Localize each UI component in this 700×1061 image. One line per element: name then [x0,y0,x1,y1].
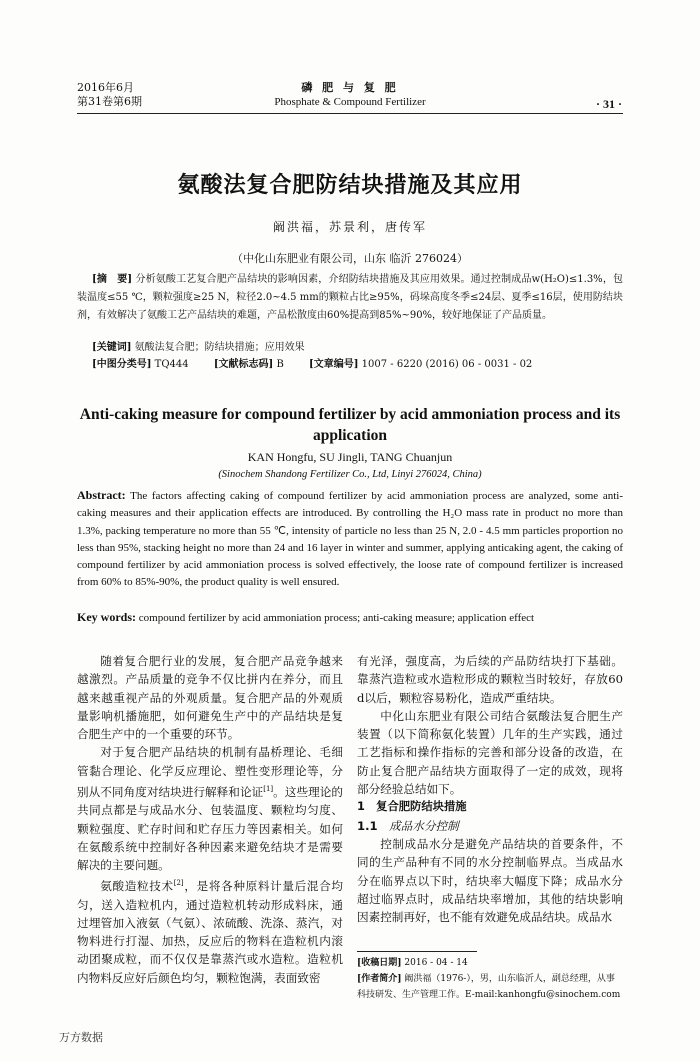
article-number: 1007 - 6220 (2016) 06 - 0031 - 02 [361,359,533,370]
citation-ref: [1] [263,785,274,794]
body-paragraph: 有光泽，强度高，为后续的产品防结块打下基础。靠蒸汽造粒或水造粒形成的颗粒当时较好，存放60 d以后，颗粒容易粉化，造成严重结块。 [357,654,623,705]
keywords-en-label: Key words: [77,610,136,624]
body-paragraph: 控制成品水分是避免产品结块的首要条件，不同的生产品种有不同的水分控制临界点。当成品水分在临界点以下时，结块率大幅度下降；成品水分超过临界点时，成品结块率增加，其他的结块影响因素控制再好，也不能有效避免成品结块。成品水 [357,836,623,925]
abstract-en-label: Abstract: [77,488,126,502]
body-paragraph: 对于复合肥产品结块的机制有晶桥理论、毛细管黏合理论、化学反应理论、塑性变形理论等，分别从不同角度对结块进行解释和论证[1]。这些理论的共同点都是与成品水分、包装温度、颗粒均匀度、颗粒强度、贮存时间和贮存压力等因素相关。如何在氨酸系统中控制好各种因素来避免结块才是需要解决的主要问题。 [77,745,343,873]
footnote-rule [357,951,477,952]
abstract-cn-text: 分析氨酸工艺复合肥产品结块的影响因素，介绍防结块措施及其应用效果。通过控制成品w(H₂O)≤1.3%，包装温度≤55 ℃，颗粒强度≥25 N，粒径2.0~4.5 mm的颗粒占比≥95%，码垛高度冬季≤24层、夏季≤16层，使用防结块剂，有效解决了氨酸工艺产品结块的难题，产品松散度由60%提高到85%~90%，较好地保证了产品质量。 [77,274,624,321]
authors-cn: 阚洪福，苏景利，唐传军 [272,220,427,234]
affiliation-en: (Sinochem Shandong Fertilizer Co., Ltd, Linyi 276024, China) [218,469,482,480]
clc-label: [中图分类号] [92,359,152,370]
page-number: · 31 · [595,97,622,111]
abstract-en [77,487,623,592]
body-column-right [357,652,623,926]
received-date: 2016 - 04 - 14 [404,958,468,968]
keywords-cn-label: [关键词] [92,342,132,353]
abstract-en-text: The factors affecting caking of compound fertilizer by acid ammoniation process are analyzed, some anti-caking measures and their application effects are introduced. By controlling the H₂O mass rate in product no more than 1.3%, packing temperature no more than 55 ℃, intensity of particle no less than 25 N, 2.0 - 4.5 mm particles proportion no less than 95%, stacking height no more than 24 and 16 layer in winter and summer, applying anticaking agent, the caking of compound fertilizer by acid ammoniation process is solved effectively, the loose rate of compound fertilizer is increased from 60% to 85%-90%, the product quality is well ensured. [77,490,623,589]
footnote [357,955,623,1003]
volume-issue: 第31卷第6期 [77,95,142,108]
abstract-cn-label: [摘 要] [92,274,133,285]
received-label: [收稿日期] [357,958,402,968]
article-number-label: [文章编号] [309,359,359,370]
body-paragraph: 中化山东肥业有限公司结合氨酸法复合肥生产装置（以下简称氨化装置）几年的生产实践，通过工艺指标和操作指标的完善和部分设备的改造，在防止复合肥产品结块方面取得了一定的成效，现将部分经验总结如下。 [357,708,623,797]
header-rule [77,113,623,114]
doc-code-label: [文献标志码] [213,359,274,370]
keywords-cn [92,340,305,356]
section-heading: 1 复合肥防结块措施 [357,800,467,814]
author-bio-label: [作者简介] [357,974,402,984]
affiliation-cn: （中化山东肥业有限公司，山东 临沂 276024） [232,252,468,265]
doc-code: B [276,359,284,370]
article-title-cn: 氨酸法复合肥防结块措施及其应用 [177,173,523,198]
author-bio: 阚洪福（1976-），男，山东临沂人，副总经理，从事科技研发、生产管理工作。E-mail:kanhongfu@sinochem.com [357,974,621,1000]
journal-name-cn: 磷 肥 与 复 肥 [301,81,399,94]
abstract-cn [77,271,623,325]
keywords-cn-text: 氨酸法复合肥；防结块措施；应用效果 [134,342,305,353]
subsection-heading: 1.1 成品水分控制 [357,818,459,833]
keywords-en [77,610,623,625]
classification-row [92,357,554,373]
clc-code: TQ444 [154,359,189,370]
keywords-en-text: compound fertilizer by acid ammoniation process; anti-caking measure; application effect [138,612,535,624]
citation-ref: [2] [173,879,184,888]
authors-en: KAN Hongfu, SU Jingli, TANG Chuanjun [247,450,453,464]
issue-date: 2016年6月 [77,81,134,94]
watermark: 万方数据 [59,1031,103,1044]
article-title-en: Anti-caking measure for compound fertilizer by acid ammoniation process and its application [79,406,621,444]
journal-name-en: Phosphate & Compound Fertilizer [274,96,426,108]
body-paragraph: 氨酸造粒技术[2]，是将各种原料计量后混合均匀，送入造粒机内，通过造粒机转动形成料床，通过埋管加入液氨（气氨）、浓硫酸、洗涤、蒸汽，对物料进行打湿、加热，反应后的物料在造粒机内滚动团聚成粒，而不仅仅是靠蒸汽或水造粒。造粒机内物料反应好后颜色均匀，颗粒饱满，表面致密 [77,879,343,985]
body-column-left [77,652,343,987]
body-paragraph: 随着复合肥行业的发展，复合肥产品竞争越来越激烈。产品质量的竞争不仅比拼内在养分，而且越来越重视产品的外观质量。复合肥产品的外观质量影响机播施肥，如何避免生产中的产品结块是复合肥生产中的一个重要的环节。 [77,654,343,742]
